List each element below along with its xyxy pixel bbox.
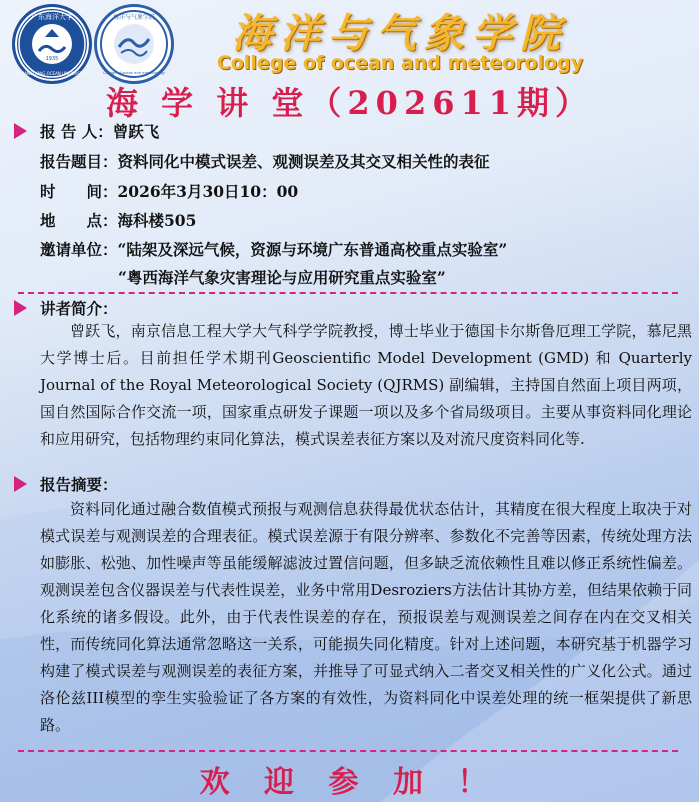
divider [18, 750, 678, 752]
university-logo [12, 4, 92, 84]
welcome-banner: 欢 迎 参 加 ！ [199, 765, 500, 800]
host-line [40, 238, 507, 260]
abstract-heading: 报告摘要： [40, 475, 118, 494]
place-value: 海科楼505 [117, 211, 197, 230]
reporter-line [40, 120, 159, 142]
time-label: 时 间： [40, 182, 118, 201]
arrow-bullet-icon [14, 123, 27, 139]
host-value-1: “陆架及深远气候，资源与环境广东普通高校重点实验室” [117, 240, 508, 259]
bio-heading: 讲者简介： [40, 299, 118, 318]
college-logo-text: 海洋与气象学院 [112, 14, 156, 21]
college-title-en: College of ocean and meteorology [216, 52, 584, 74]
time-line [40, 180, 298, 202]
time-value: 2026年3月30日10：00 [117, 182, 299, 201]
place-line [40, 209, 196, 231]
host-label: 邀请单位： [40, 240, 118, 259]
arrow-bullet-icon [14, 300, 27, 316]
topic-label: 报告题目： [40, 152, 118, 171]
reporter-value: 曾跃飞 [112, 122, 160, 141]
abstract-text: 资料同化通过融合数值模式预报与观测信息获得最优状态估计，其精度在很大程度上取决于对模式误差与观测误差的合理表征。模式误差源于有限分辨率、参数化不完善等因素，传统处理方法如膨胀、松弛、加性噪声等虽能缓解滤波过置信问题，但多缺乏流依赖性且难以修正系统性偏差。观测误差包含仪器误差与代表性误差，业务中常用Desroziers方法估计其协方差，但结果依赖于同化系统的诸多假设。此外，由于代表性误差的存在，预报误差与观测误差之间存在内在交叉相关性，而传统同化算法通常忽略这一关系，可能损失同化精度。针对上述问题，本研究基于机器学习构建了模式误差与观测误差的表征方案，并推导了可显式纳入二者交叉相关性的广义化公式。通过洛伦兹III模型的孪生实验验证了各方案的有效性，为资料同化中误差处理的统一框架提供了新思路。 [40, 500, 692, 734]
lecture-series-title: 海 学 讲 堂（202611期） [105, 84, 594, 122]
host-value-2: “粤西海洋气象灾害理论与应用研究重点实验室” [118, 268, 446, 287]
bio-text: 曾跃飞，南京信息工程大学大气科学学院教授，博士毕业于德国卡尔斯鲁厄理工学院，慕尼黑大学博士后。目前担任学术期刊Geoscientific Model Development (GMD) 和 Quarterly Journal of the Royal Meteorological Society (QJRMS) 副编辑，主持国自然面上项目两项，国自然国际合作交流一项，国家重点研发子课题一项以及多个省局级项目。主要从事资料同化理论和应用研究，包括物理约束同化算法，模式误差表征方案以及对流尺度资料同化等. [40, 322, 692, 448]
university-logo-text: 广东海洋大学 [31, 13, 73, 21]
divider [18, 292, 678, 294]
place-label: 地 点： [40, 211, 118, 230]
reporter-label: 报 告 人： [40, 122, 113, 141]
college-logo-subtext: College of ocean and meteorology [103, 71, 165, 75]
college-title-cn: 海洋与气象学院 [232, 10, 568, 57]
topic-line [40, 150, 490, 172]
topic-value: 资料同化中模式误差、观测误差及其交叉相关性的表征 [117, 152, 490, 171]
arrow-bullet-icon [14, 476, 27, 492]
university-logo-subtext: GUANGDONG OCEAN UNIVERSITY [18, 71, 86, 76]
university-logo-year: 1935 [45, 56, 59, 62]
